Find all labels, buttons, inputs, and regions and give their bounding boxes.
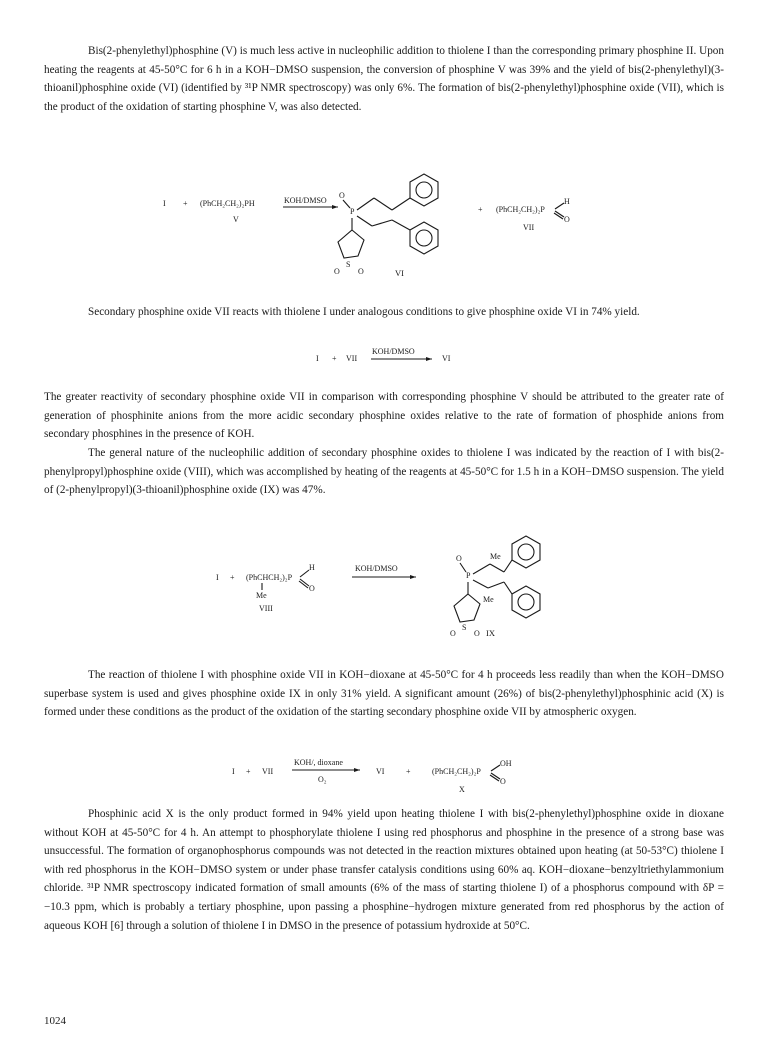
paragraph-3: The greater reactivity of secondary phosphine oxide VII in comparison with corresponding phosphine V should be attributed to the greater rate of generation of phosphinite anions from the more acidic secondary phosphine oxides relative to the rate of formation of phosphide anions from secondary phosphines in the presence of KOH. [44, 391, 724, 441]
product-vi-structure [334, 174, 438, 278]
scheme2-reactant-i: I [316, 354, 319, 363]
scheme2-arrowhead [426, 357, 432, 361]
scheme3-sulfonyl-o2: O [474, 629, 480, 638]
scheme1-label-vii: VII [523, 223, 535, 232]
scheme4-reactant-vii: VII [262, 767, 274, 776]
scheme4-arrowhead [354, 768, 360, 772]
scheme4-label-x: X [459, 785, 465, 794]
scheme3-atom-s: S [462, 623, 467, 632]
scheme4-oh: OH [500, 759, 512, 768]
scheme1-label-v: V [233, 215, 239, 224]
scheme2-reagent: KOH/DMSO [372, 347, 415, 356]
scheme3-reactant-viii: (PhCHCH₂)₂P [246, 573, 293, 582]
scheme4-plus: + [246, 767, 251, 776]
scheme4-o: O [500, 777, 506, 786]
paragraph-1: Bis(2-phenylethyl)phosphine (V) is much less active in nucleophilic addition to thiolene I than the corresponding primary phosphine II. Upon heating the reagents at 45-50°C for 6 h in a KOH−DMSO suspension, the conversion of phosphine V was 39% and the yield of bis(2-phenylethyl)(3-thioanil)phosphine oxide (VI) (identified by ³¹P NMR spectroscopy) was only 6%. The formation of bis(2-phenylethyl)phosphine oxide (VII), which is the product of the oxidation of starting phosphine V, was also detected. [44, 45, 724, 113]
scheme3-o: O [309, 584, 315, 593]
scheme1-arrowhead [332, 205, 338, 209]
scheme3-reagent: KOH/DMSO [355, 564, 398, 573]
scheme3-me: Me [256, 591, 267, 600]
scheme2-plus: + [332, 354, 337, 363]
reaction-scheme-3 [0, 532, 768, 642]
scheme1-atom-p: P [350, 207, 355, 216]
scheme2-reactant-vii: VII [346, 354, 358, 363]
scheme4-reagent-bottom: O₂ [318, 775, 327, 784]
page-number: 1024 [44, 1015, 66, 1027]
scheme1-reagent: KOH/DMSO [284, 196, 327, 205]
scheme4-reagent-top: KOH/, dioxane [294, 758, 343, 767]
reaction-scheme-2 [0, 340, 768, 370]
scheme3-plus: + [230, 573, 235, 582]
scheme4-plus-2: + [406, 767, 411, 776]
scheme3-label-ix: IX [486, 628, 495, 638]
scheme1-phosphine-v: (PhCH₂CH₂)₂PH [200, 199, 255, 208]
scheme2-product-vi: VI [442, 354, 451, 363]
product-ix-structure [450, 536, 540, 638]
scheme1-byproduct-h: H [564, 197, 570, 206]
scheme1-sulfonyl-o2: O [358, 267, 364, 276]
scheme1-byproduct-o: O [564, 215, 570, 224]
scheme3-atom-o: O [456, 554, 462, 563]
scheme1-reactant-i: I [163, 199, 166, 208]
reaction-scheme-4 [0, 750, 768, 800]
scheme1-atom-o: O [339, 191, 345, 200]
scheme1-p-h-bond [555, 203, 564, 209]
paragraph-6: Phosphinic acid X is the only product formed in 94% yield upon heating thiolene I with bis(2-phenylethyl)phosphine oxide in dioxane without KOH at 45-50°C for 4 h. An attempt to phosphorylate thiolene I using red phosphorus and phosphine in the presence of a strong base was unsuccessful. The formation of organophosphorus compounds was not detected in the reaction mixtures obtained upon heating (at 50-53°C) thiolene I with red phosphorus in the KOH−DMSO system or under phase transfer catalysis conditions using 60% aq. KOH−dioxane−benzyltriethylammonium chloride. ³¹P NMR spectroscopy indicated formation of small amounts (6% of the mass of starting thiolene I) of a phosphorus compound with δP = −10.3 ppm, which is probably a tertiary phosphine, upon passing a phosphine−hydrogen mixture generated from red phosphorus by the action of aqueous KOH [6] through a solution of thiolene I in DMSO in the presence of potassium hydroxide at 50°C. [44, 808, 724, 932]
scheme3-arrowhead [410, 575, 416, 579]
scheme1-plus-2: + [478, 205, 483, 214]
scheme4-product-x: (PhCH₂CH₂)₂P [432, 767, 481, 776]
scheme3-label-viii: VIII [259, 604, 273, 613]
paragraph-2: Secondary phosphine oxide VII reacts with thiolene I under analogous conditions to give phosphine oxide VI in 74% yield. [88, 306, 640, 318]
scheme1-plus: + [183, 199, 188, 208]
scheme3-reactant-i: I [216, 573, 219, 582]
scheme4-product-vi: VI [376, 767, 385, 776]
scheme1-atom-s: S [346, 260, 351, 269]
scheme1-sulfonyl-o1: O [334, 267, 340, 276]
paragraph-5: The reaction of thiolene I with phosphine oxide VII in KOH−dioxane at 45-50°C for 4 h proceeds less readily than when the KOH−DMSO superbase system is used and gives phosphine oxide IX in only 31% yield. A significant amount (26%) of bis(2-phenylethyl)phosphinic acid (X) is formed under these conditions as the product of the oxidation of the starting secondary phosphine oxide VII by atmospheric oxygen. [44, 669, 724, 719]
scheme3-atom-p: P [466, 571, 471, 580]
reaction-scheme-1 [0, 170, 768, 280]
scheme4-reactant-i: I [232, 767, 235, 776]
scheme3-h: H [309, 563, 315, 572]
scheme1-label-vi: VI [395, 268, 404, 278]
scheme1-byproduct: (PhCH₂CH₂)₂P [496, 205, 545, 214]
scheme3-me-bottom: Me [483, 595, 494, 604]
paragraph-4: The general nature of the nucleophilic addition of secondary phosphine oxides to thiolene I was indicated by the reaction of I with bis(2-phenylpropyl)phosphine oxide (VIII), which was accomplished by heating of the reagents at 45-50°C for 1.5 h in a KOH−DMSO suspension. The yield of (2-phenylpropyl)(3-thioanil)phosphine oxide (IX) was 47%. [44, 447, 724, 497]
scheme3-me-top: Me [490, 552, 501, 561]
scheme3-sulfonyl-o1: O [450, 629, 456, 638]
